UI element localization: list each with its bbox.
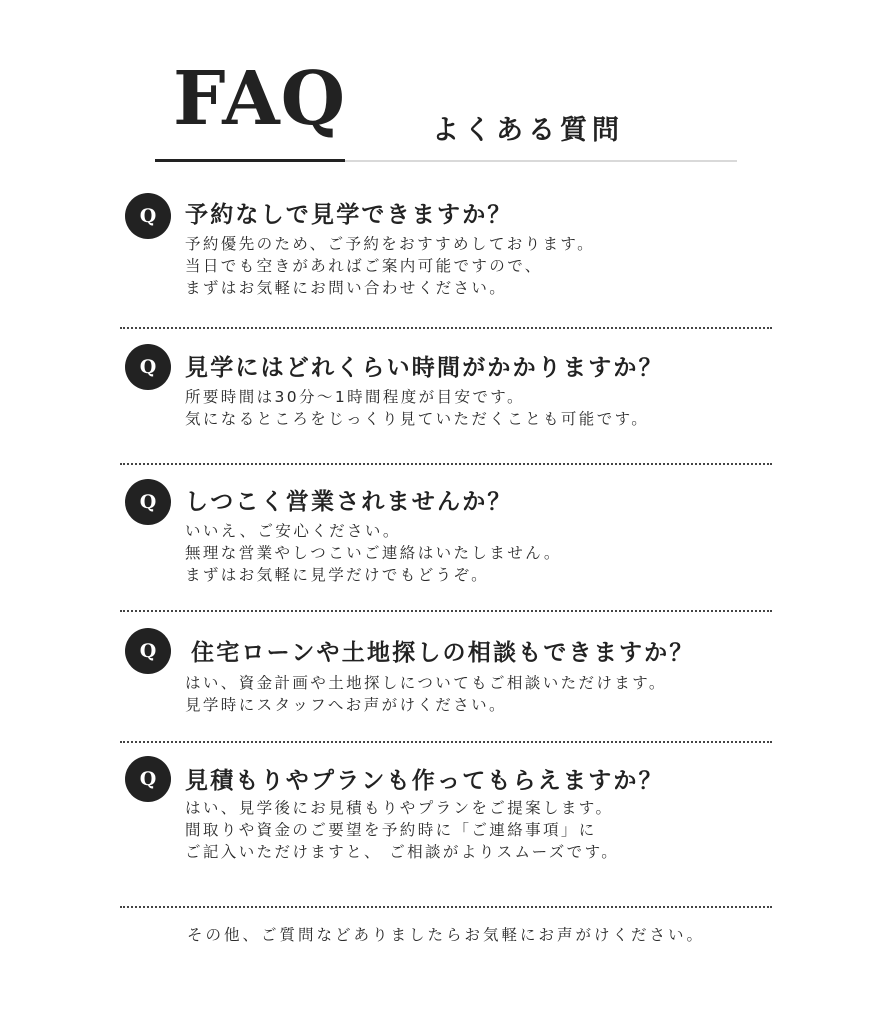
dotted-divider bbox=[120, 906, 772, 908]
faq-answer-line: 予約優先のため、ご予約をおすすめしております。 bbox=[185, 235, 595, 253]
dotted-divider bbox=[120, 741, 772, 743]
faq-answer-line: ご記入いただけますと、 ご相談がよりスムーズです。 bbox=[185, 843, 620, 861]
faq-answer-line: 気になるところをじっくり見ていただくことも可能です。 bbox=[185, 410, 650, 428]
faq-question: しつこく営業されませんか？ bbox=[185, 489, 513, 515]
faq-answer-line: はい、資金計画や土地探しについてもご相談いただけます。 bbox=[185, 674, 667, 692]
faq-answer-line: いいえ、ご安心ください。 bbox=[185, 522, 401, 540]
faq-answer bbox=[185, 520, 562, 586]
faq-title: FAQ bbox=[173, 56, 347, 142]
faq-answer-line: はい、見学後にお見積もりやプランをご提案します。 bbox=[185, 799, 614, 817]
faq-question: 見積もりやプランも作ってもらえますか？ bbox=[185, 768, 664, 794]
faq-answer-line: まずはお気軽に見学だけでもどうぞ。 bbox=[185, 566, 489, 584]
q-badge-icon: Q bbox=[125, 628, 171, 674]
faq-answer-line: まずはお気軽にお問い合わせください。 bbox=[185, 279, 508, 297]
faq-answer bbox=[185, 386, 649, 430]
faq-question: 予約なしで見学できますか？ bbox=[185, 202, 513, 228]
q-badge-icon: Q bbox=[125, 344, 171, 390]
footer-note: その他、ご質問などありましたらお気軽にお声がけください。 bbox=[186, 926, 705, 944]
faq-answer bbox=[185, 233, 595, 299]
faq-answer-line: 見学時にスタッフへお声がけください。 bbox=[185, 696, 507, 714]
faq-answer-line: 所要時間は30分～1時間程度が目安です。 bbox=[185, 388, 525, 406]
dotted-divider bbox=[120, 463, 772, 465]
q-badge-icon: Q bbox=[125, 756, 171, 802]
faq-subtitle: よくある質問 bbox=[432, 115, 624, 146]
dotted-divider bbox=[120, 327, 772, 329]
dotted-divider bbox=[120, 610, 772, 612]
faq-answer-line: 無理な営業やしつこいご連絡はいたしません。 bbox=[185, 544, 562, 562]
header-divider-accent bbox=[155, 159, 345, 162]
faq-answer bbox=[185, 672, 667, 716]
faq-question: 見学にはどれくらい時間がかかりますか？ bbox=[185, 355, 664, 381]
q-badge-icon: Q bbox=[125, 193, 171, 239]
faq-question: 住宅ローンや土地探しの相談もできますか？ bbox=[191, 640, 695, 666]
q-badge-icon: Q bbox=[125, 479, 171, 525]
faq-answer-line: 当日でも空きがあればご案内可能ですので、 bbox=[185, 257, 543, 275]
faq-answer-line: 間取りや資金のご要望を予約時に「ご連絡事項」に bbox=[185, 821, 597, 839]
faq-answer bbox=[185, 797, 619, 863]
